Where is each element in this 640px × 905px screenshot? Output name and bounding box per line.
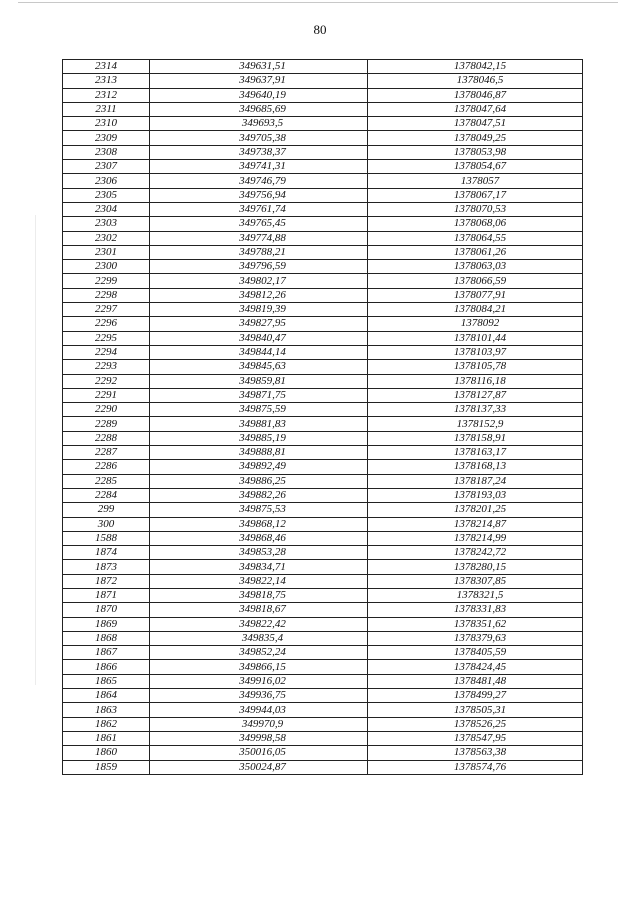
y-coordinate-cell: 1378042,15 [368,60,583,74]
y-coordinate-cell: 1378563,38 [368,746,583,760]
point-number-cell: 2290 [63,403,150,417]
x-coordinate-cell: 349970,9 [150,717,368,731]
y-coordinate-cell: 1378047,64 [368,102,583,116]
point-number-cell: 2308 [63,145,150,159]
y-coordinate-cell: 1378201,25 [368,503,583,517]
table-row [63,217,583,231]
point-number-cell: 2313 [63,74,150,88]
table-row [63,631,583,645]
y-coordinate-cell: 1378053,98 [368,145,583,159]
x-coordinate-cell: 349916,02 [150,674,368,688]
point-number-cell: 1862 [63,717,150,731]
x-coordinate-cell: 349834,71 [150,560,368,574]
scan-margin-shadow [35,215,37,685]
point-number-cell: 2295 [63,331,150,345]
point-number-cell: 2298 [63,288,150,302]
x-coordinate-cell: 349818,67 [150,603,368,617]
y-coordinate-cell: 1378424,45 [368,660,583,674]
y-coordinate-cell: 1378084,21 [368,303,583,317]
point-number-cell: 2294 [63,345,150,359]
y-coordinate-cell: 1378067,17 [368,188,583,202]
table-row [63,488,583,502]
table-row [63,245,583,259]
point-number-cell: 2304 [63,202,150,216]
y-coordinate-cell: 1378047,51 [368,117,583,131]
table-row [63,160,583,174]
point-number-cell: 2307 [63,160,150,174]
y-coordinate-cell: 1378481,48 [368,674,583,688]
point-number-cell: 2286 [63,460,150,474]
x-coordinate-cell: 349746,79 [150,174,368,188]
point-number-cell: 2296 [63,317,150,331]
x-coordinate-cell: 349853,28 [150,546,368,560]
y-coordinate-cell: 1378137,33 [368,403,583,417]
x-coordinate-cell: 349882,26 [150,488,368,502]
x-coordinate-cell: 349637,91 [150,74,368,88]
y-coordinate-cell: 1378331,83 [368,603,583,617]
page-number: 80 [313,22,327,37]
y-coordinate-cell: 1378068,06 [368,217,583,231]
x-coordinate-cell: 349761,74 [150,202,368,216]
y-coordinate-cell: 1378505,31 [368,703,583,717]
x-coordinate-cell: 350024,87 [150,760,368,774]
x-coordinate-cell: 349827,95 [150,317,368,331]
y-coordinate-cell: 1378321,5 [368,588,583,602]
x-coordinate-cell: 349822,14 [150,574,368,588]
table-row [63,317,583,331]
table-row [63,431,583,445]
point-number-cell: 1860 [63,746,150,760]
table-row [63,188,583,202]
x-coordinate-cell: 349868,46 [150,531,368,545]
table-row [63,746,583,760]
y-coordinate-cell: 1378214,87 [368,517,583,531]
x-coordinate-cell: 349866,15 [150,660,368,674]
x-coordinate-cell: 349631,51 [150,60,368,74]
scan-top-edge [18,2,618,3]
table-row [63,617,583,631]
y-coordinate-cell: 1378405,59 [368,646,583,660]
table-row [63,531,583,545]
point-number-cell: 1863 [63,703,150,717]
point-number-cell: 1861 [63,731,150,745]
point-number-cell: 1866 [63,660,150,674]
y-coordinate-cell: 1378070,53 [368,202,583,216]
y-coordinate-cell: 1378103,97 [368,345,583,359]
point-number-cell: 2310 [63,117,150,131]
point-number-cell: 2311 [63,102,150,116]
y-coordinate-cell: 1378526,25 [368,717,583,731]
table-row [63,231,583,245]
table-row [63,446,583,460]
y-coordinate-cell: 1378242,72 [368,546,583,560]
y-coordinate-cell: 1378379,63 [368,631,583,645]
table-row [63,460,583,474]
point-number-cell: 1867 [63,646,150,660]
y-coordinate-cell: 1378193,03 [368,488,583,502]
point-number-cell: 299 [63,503,150,517]
point-number-cell: 2288 [63,431,150,445]
table-row [63,574,583,588]
point-number-cell: 1864 [63,689,150,703]
table-row [63,174,583,188]
point-number-cell: 2285 [63,474,150,488]
x-coordinate-cell: 349859,81 [150,374,368,388]
x-coordinate-cell: 349818,75 [150,588,368,602]
table-row [63,260,583,274]
point-number-cell: 1865 [63,674,150,688]
table-row [63,60,583,74]
point-number-cell: 2303 [63,217,150,231]
table-row [63,703,583,717]
x-coordinate-cell: 350016,05 [150,746,368,760]
point-number-cell: 2284 [63,488,150,502]
point-number-cell: 300 [63,517,150,531]
table-row [63,360,583,374]
x-coordinate-cell: 349693,5 [150,117,368,131]
x-coordinate-cell: 349871,75 [150,388,368,402]
table-row [63,474,583,488]
y-coordinate-cell: 1378054,67 [368,160,583,174]
y-coordinate-cell: 1378092 [368,317,583,331]
y-coordinate-cell: 1378046,87 [368,88,583,102]
table-row [63,374,583,388]
x-coordinate-cell: 349788,21 [150,245,368,259]
x-coordinate-cell: 349756,94 [150,188,368,202]
x-coordinate-cell: 349944,03 [150,703,368,717]
point-number-cell: 2297 [63,303,150,317]
y-coordinate-cell: 1378499,27 [368,689,583,703]
point-number-cell: 1588 [63,531,150,545]
table-row [63,345,583,359]
point-number-cell: 2301 [63,245,150,259]
table-row [63,674,583,688]
x-coordinate-cell: 349888,81 [150,446,368,460]
x-coordinate-cell: 349852,24 [150,646,368,660]
point-number-cell: 1869 [63,617,150,631]
point-number-cell: 1868 [63,631,150,645]
table-row [63,74,583,88]
point-number-cell: 2292 [63,374,150,388]
table-row [63,517,583,531]
x-coordinate-cell: 349998,58 [150,731,368,745]
table-row [63,731,583,745]
point-number-cell: 2300 [63,260,150,274]
y-coordinate-cell: 1378158,91 [368,431,583,445]
point-number-cell: 2305 [63,188,150,202]
table-row [63,603,583,617]
x-coordinate-cell: 349741,31 [150,160,368,174]
y-coordinate-cell: 1378077,91 [368,288,583,302]
point-number-cell: 1859 [63,760,150,774]
table-row [63,689,583,703]
table-row [63,403,583,417]
x-coordinate-cell: 349796,59 [150,260,368,274]
table-row [63,646,583,660]
point-number-cell: 2302 [63,231,150,245]
point-number-cell: 2309 [63,131,150,145]
table-row [63,88,583,102]
x-coordinate-cell: 349868,12 [150,517,368,531]
x-coordinate-cell: 349840,47 [150,331,368,345]
x-coordinate-cell: 349738,37 [150,145,368,159]
table-row [63,202,583,216]
y-coordinate-cell: 1378168,13 [368,460,583,474]
x-coordinate-cell: 349875,59 [150,403,368,417]
x-coordinate-cell: 349936,75 [150,689,368,703]
point-number-cell: 2287 [63,446,150,460]
table-row [63,588,583,602]
table-row [63,717,583,731]
y-coordinate-cell: 1378214,99 [368,531,583,545]
y-coordinate-cell: 1378547,95 [368,731,583,745]
y-coordinate-cell: 1378049,25 [368,131,583,145]
y-coordinate-cell: 1378057 [368,174,583,188]
table-row [63,145,583,159]
y-coordinate-cell: 1378187,24 [368,474,583,488]
x-coordinate-cell: 349881,83 [150,417,368,431]
point-number-cell: 2289 [63,417,150,431]
x-coordinate-cell: 349640,19 [150,88,368,102]
x-coordinate-cell: 349765,45 [150,217,368,231]
point-number-cell: 2312 [63,88,150,102]
point-number-cell: 2293 [63,360,150,374]
x-coordinate-cell: 349685,69 [150,102,368,116]
x-coordinate-cell: 349819,39 [150,303,368,317]
point-number-cell: 2299 [63,274,150,288]
point-number-cell: 2291 [63,388,150,402]
x-coordinate-cell: 349845,63 [150,360,368,374]
point-number-cell: 1870 [63,603,150,617]
x-coordinate-cell: 349774,88 [150,231,368,245]
x-coordinate-cell: 349886,25 [150,474,368,488]
x-coordinate-cell: 349822,42 [150,617,368,631]
point-number-cell: 1873 [63,560,150,574]
y-coordinate-cell: 1378351,62 [368,617,583,631]
x-coordinate-cell: 349844,14 [150,345,368,359]
x-coordinate-cell: 349802,17 [150,274,368,288]
y-coordinate-cell: 1378061,26 [368,245,583,259]
y-coordinate-cell: 1378066,59 [368,274,583,288]
y-coordinate-cell: 1378163,17 [368,446,583,460]
x-coordinate-cell: 349892,49 [150,460,368,474]
coordinates-table [62,59,583,775]
table-row [63,760,583,774]
y-coordinate-cell: 1378127,87 [368,388,583,402]
y-coordinate-cell: 1378280,15 [368,560,583,574]
x-coordinate-cell: 349812,26 [150,288,368,302]
y-coordinate-cell: 1378101,44 [368,331,583,345]
table-row [63,417,583,431]
y-coordinate-cell: 1378116,18 [368,374,583,388]
coordinates-table-body [63,60,583,775]
table-row [63,131,583,145]
table-row [63,560,583,574]
table-row [63,546,583,560]
table-row [63,503,583,517]
table-row [63,117,583,131]
x-coordinate-cell: 349875,53 [150,503,368,517]
table-row [63,288,583,302]
y-coordinate-cell: 1378574,76 [368,760,583,774]
y-coordinate-cell: 1378064,55 [368,231,583,245]
table-row [63,331,583,345]
x-coordinate-cell: 349835,4 [150,631,368,645]
x-coordinate-cell: 349885,19 [150,431,368,445]
y-coordinate-cell: 1378063,03 [368,260,583,274]
y-coordinate-cell: 1378105,78 [368,360,583,374]
table-row [63,274,583,288]
point-number-cell: 2314 [63,60,150,74]
point-number-cell: 1874 [63,546,150,560]
point-number-cell: 1872 [63,574,150,588]
point-number-cell: 1871 [63,588,150,602]
x-coordinate-cell: 349705,38 [150,131,368,145]
y-coordinate-cell: 1378307,85 [368,574,583,588]
table-row [63,303,583,317]
table-row [63,388,583,402]
table-row [63,660,583,674]
point-number-cell: 2306 [63,174,150,188]
y-coordinate-cell: 1378152,9 [368,417,583,431]
table-row [63,102,583,116]
y-coordinate-cell: 1378046,5 [368,74,583,88]
